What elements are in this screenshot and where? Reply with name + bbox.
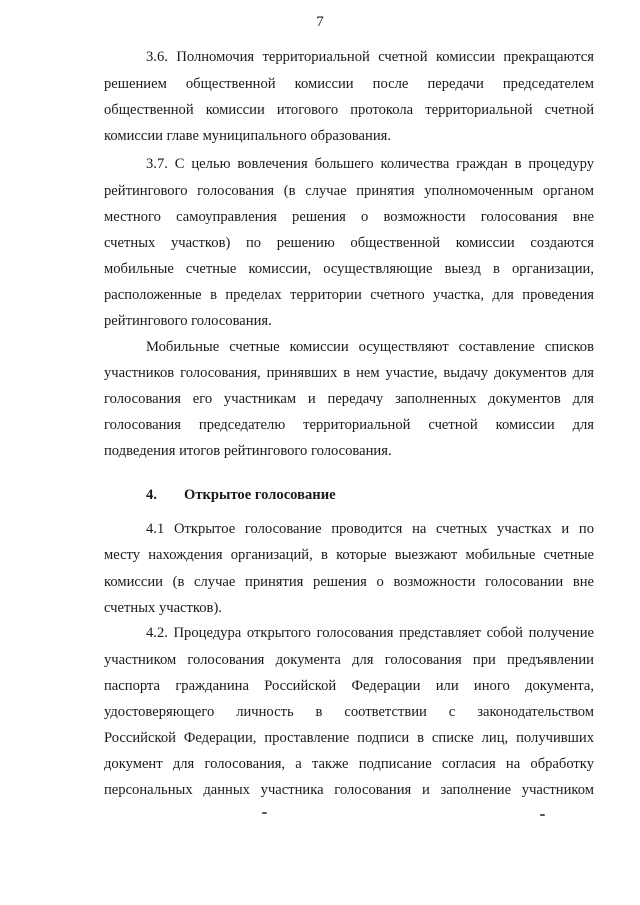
paragraph-3-7-line: местного самоуправления решения о возможности голосования вне <box>104 209 594 225</box>
paragraph-4-2-line: документ для голосования, а также подписание согласия на обработку <box>104 756 594 772</box>
section-number: 4. <box>146 487 157 503</box>
scan-speck <box>540 814 545 816</box>
paragraph-4-1-line: комиссии (в случае принятия решения о возможности голосовании вне <box>104 574 594 590</box>
paragraph-4-2-line: паспорта гражданина Российской Федерации или иного документа, <box>104 678 594 694</box>
paragraph-4-2-line: участником голосования документа для голосования при предъявлении <box>104 652 594 668</box>
paragraph-3-6-line: комиссии главе муниципального образования. <box>104 128 391 144</box>
paragraph-3-6-line: общественной комиссии итогового протокола территориальной счетной <box>104 102 594 118</box>
paragraph-3-7-line: рейтингового голосования. <box>104 313 272 329</box>
paragraph-4-2-line: Российской Федерации, проставление подписи в списке лиц, получивших <box>104 730 594 746</box>
paragraph-3-7-line: 3.7. С целью вовлечения большего количества граждан в процедуру <box>146 156 594 172</box>
scan-speck <box>262 812 267 814</box>
paragraph-3-7-line: рейтингового голосования (в случае принятия уполномоченным органом <box>104 183 594 199</box>
paragraph-3-7-line: расположенные в пределах территории счетного участка, для проведения <box>104 287 594 303</box>
paragraph-4-2-line: 4.2. Процедура открытого голосования представляет собой получение <box>146 625 594 641</box>
paragraph-3-7-line: мобильные счетные комиссии, осуществляющие выезд в организации, <box>104 261 594 277</box>
paragraph-mobile-line: голосования председателю территориальной счетной комиссии для <box>104 417 594 433</box>
section-title: Открытое голосование <box>184 487 336 503</box>
paragraph-3-6-line: 3.6. Полномочия территориальной счетной комиссии прекращаются <box>146 49 594 65</box>
paragraph-4-1-line: 4.1 Открытое голосование проводится на счетных участках и по <box>146 521 594 537</box>
paragraph-4-2-line: персональных данных участника голосования и заполнение участником <box>104 782 594 798</box>
paragraph-mobile-line: Мобильные счетные комиссии осуществляют составление списков <box>146 339 594 355</box>
page-number: 7 <box>316 14 324 30</box>
paragraph-4-2-line: удостоверяющего личность в соответствии с законодательством <box>104 704 594 720</box>
paragraph-mobile-line: голосования его участникам и передачу заполненных документов для <box>104 391 594 407</box>
paragraph-mobile-line: участников голосования, принявших в нем участие, выдачу документов для <box>104 365 594 381</box>
paragraph-mobile-line: подведения итогов рейтингового голосования. <box>104 443 392 459</box>
paragraph-4-1-line: счетных участков). <box>104 600 222 616</box>
paragraph-3-6-line: решением общественной комиссии после передачи председателем <box>104 76 594 92</box>
paragraph-3-7-line: счетных участков) по решению общественной комиссии создаются <box>104 235 594 251</box>
paragraph-4-1-line: месту нахождения организаций, в которые выезжают мобильные счетные <box>104 547 594 563</box>
